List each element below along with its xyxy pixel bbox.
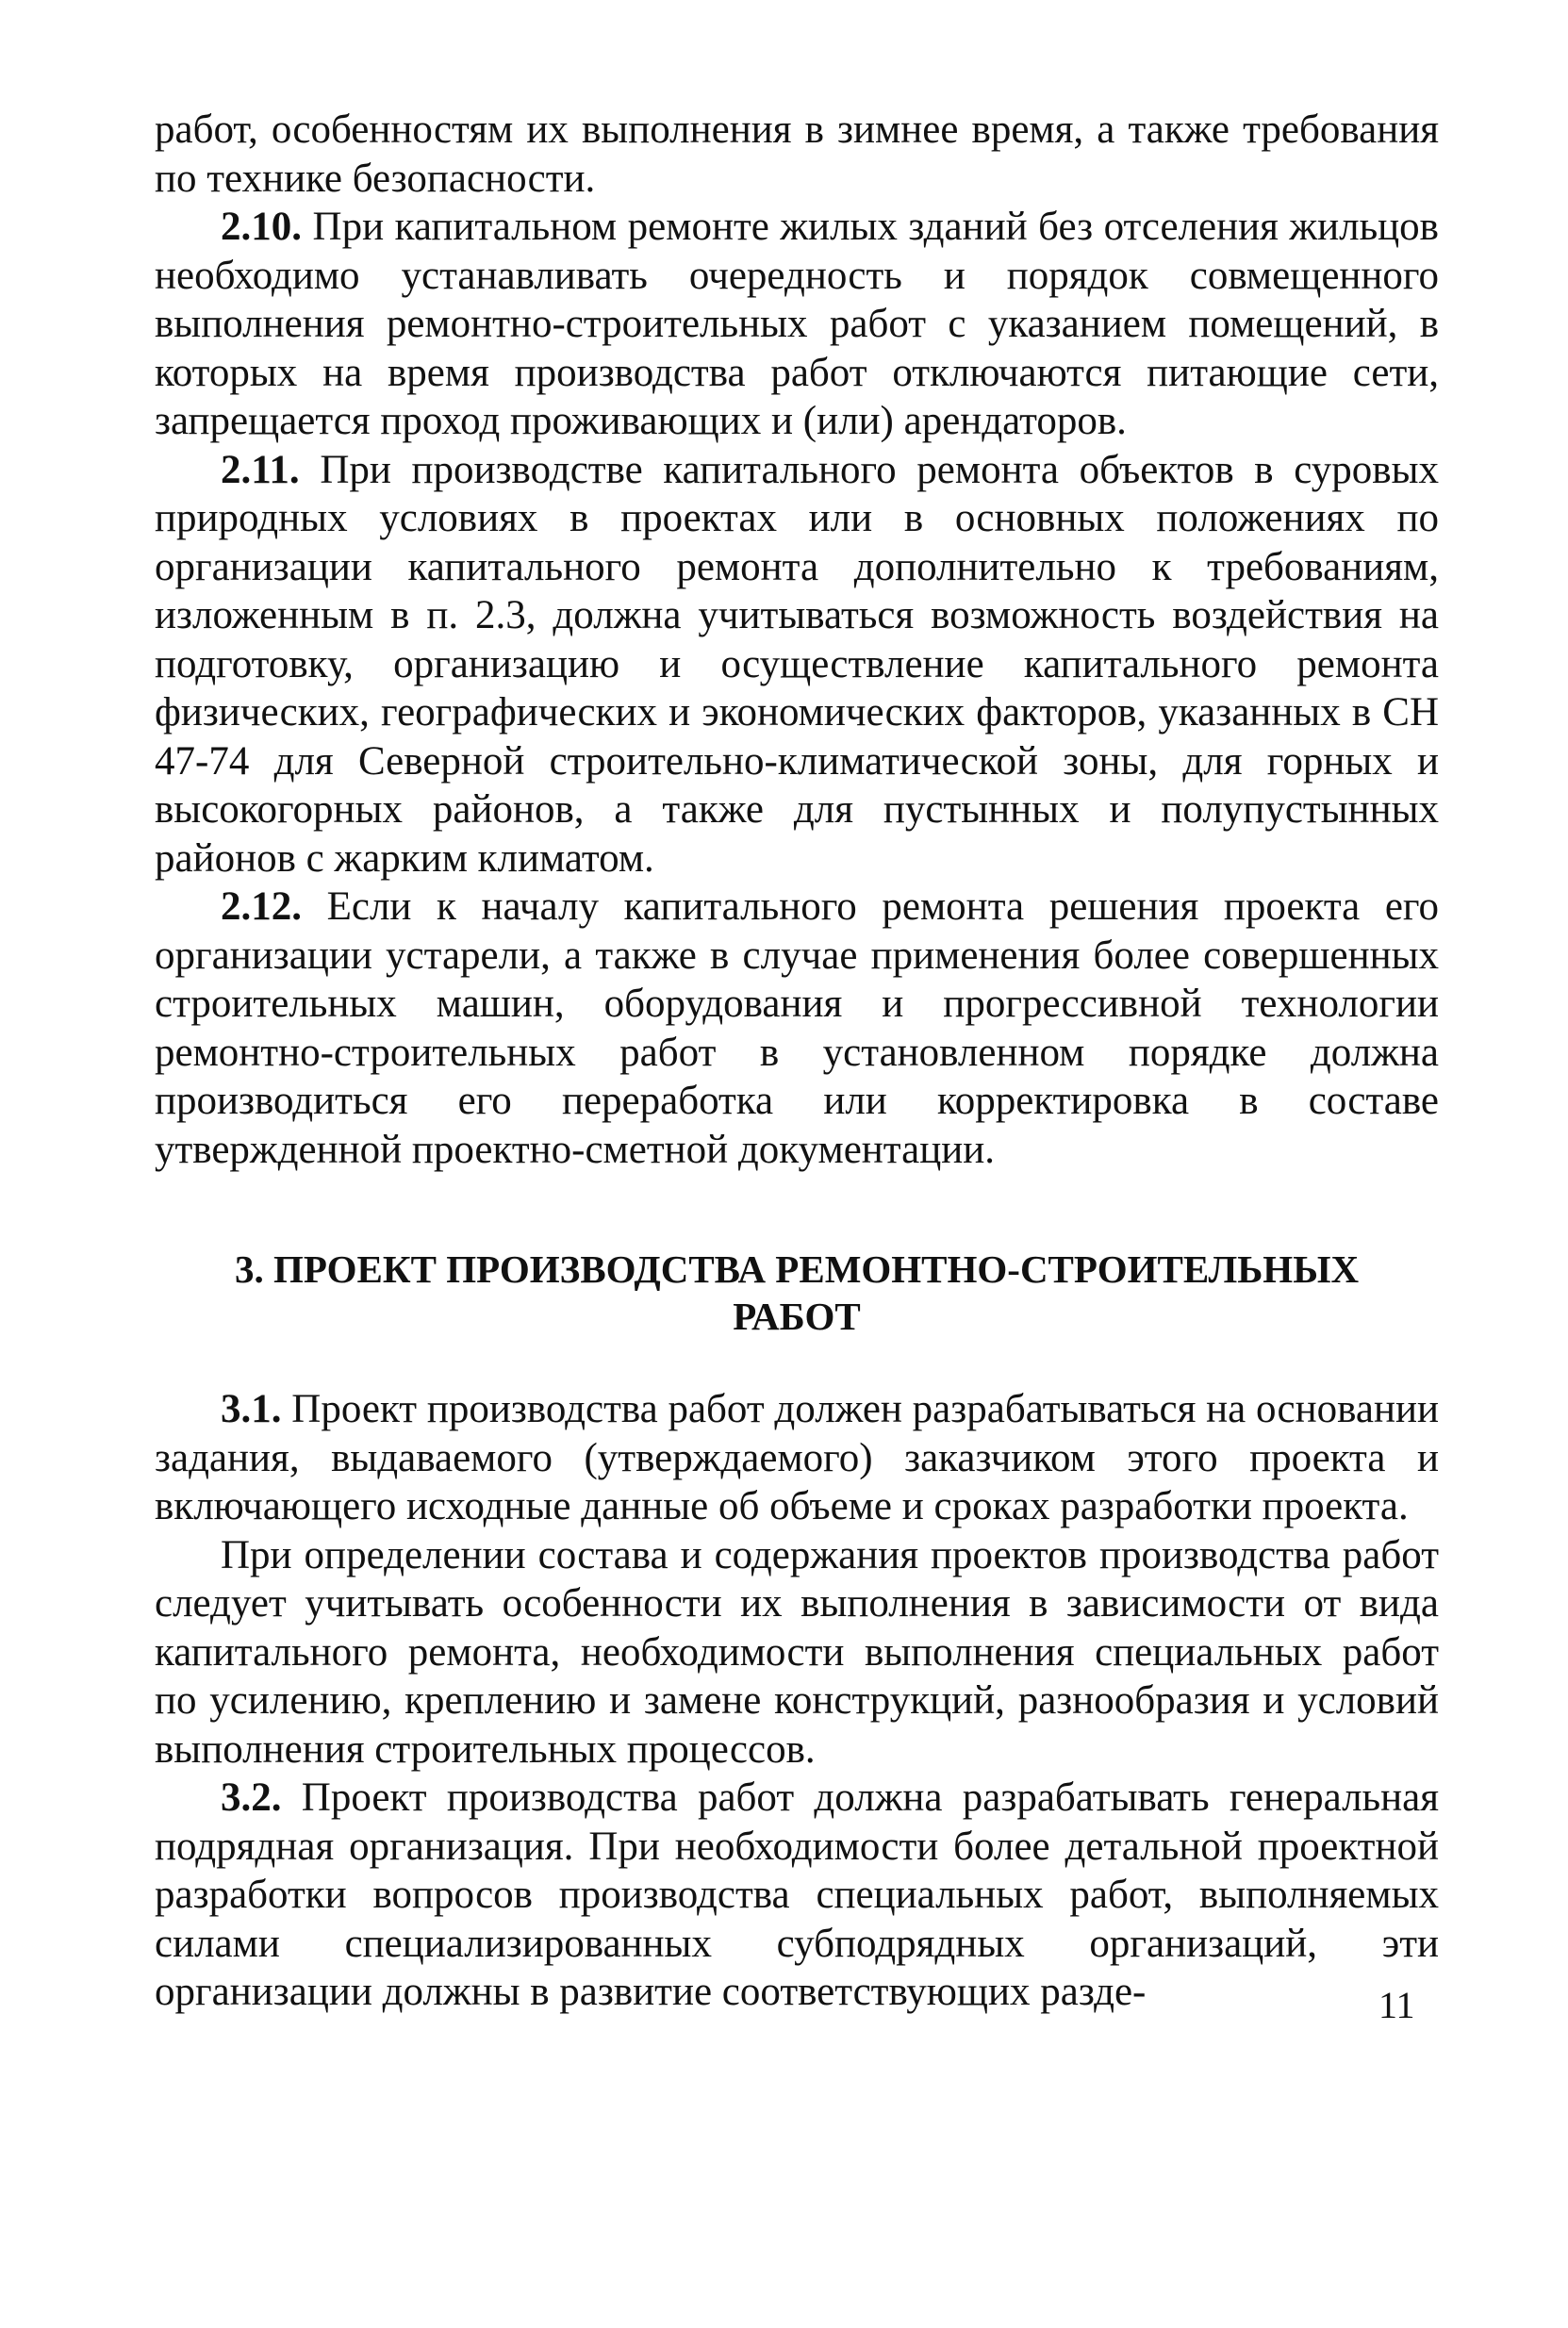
clause-2-12: [155, 883, 1439, 1174]
clause-3-1-continuation: [155, 1531, 1439, 1775]
clause-3-2: [155, 1774, 1439, 2017]
clause-text: При производстве капитального ремонта объектов в суровых природных условиях в проектах или в основных положениях по организации капитального ремонта дополнительно к требованиям, изложенным в п. 2.3, должна учитываться возможность воздействия на подготовку, организацию и осуществление капитального ремонта физических, географических и экономических факторов, указанных в СН 47-74 для Северной строительно-климатической зоны, для горных и высокогорных районов, а также для пустынных и полупустынных районов с жарким климатом.: [155, 447, 1439, 881]
clause-number: 3.2.: [221, 1775, 282, 1820]
clause-text: При определении состава и содержания проектов производства работ следует учитывать особенности их выполнения в зависимости от вида капитального ремонта, необходимости выполнения специальных работ по усилению, креплению и замене конструкций, разнообразия и условий выполнения строительных процессов.: [155, 1532, 1439, 1772]
clause-text: Проект производства работ должна разрабатывать генеральная подрядная организация. При необходимости более детальной проектной разработки вопросов производства специальных работ, выполняемых силами специализированных субподрядных организаций, эти организации должны в развитие соответствующих разде-: [155, 1775, 1440, 2014]
clause-2-11: [155, 446, 1439, 883]
clause-number: 3.1.: [221, 1387, 282, 1431]
clause-number: 2.10.: [221, 205, 302, 249]
document-page: [155, 106, 1439, 2017]
clause-text: Проект производства работ должен разрабатываться на основании задания, выдаваемого (утверждаемого) заказчиком этого проекта и включающего исходные данные об объеме и сроках разработки проекта.: [155, 1387, 1440, 1528]
clause-2-10: [155, 203, 1439, 446]
clause-number: 2.11.: [221, 447, 300, 492]
clause-number: 2.12.: [221, 884, 302, 929]
page-number: 11: [1378, 1984, 1415, 2026]
section-heading: 3. ПРОЕКТ ПРОИЗВОДСТВА РЕМОНТНО-СТРОИТЕЛЬНЫХ РАБОТ: [234, 1247, 1360, 1338]
continuation-paragraph: [155, 106, 1439, 203]
continuation-text: работ, особенностям их выполнения в зимнее время, а также требования по технике безопасности.: [155, 107, 1439, 201]
clause-text: При капитальном ремонте жилых зданий без отселения жильцов необходимо устанавливать очередность и порядок совмещенного выполнения ремонтно-строительных работ с указанием помещений, в которых на время производства работ отключаются питающие сети, запрещается проход проживающих и (или) арендаторов.: [155, 205, 1439, 443]
clause-3-1: [155, 1385, 1439, 1531]
clause-text: Если к началу капитального ремонта решения проекта его организации устарели, а также в случае применения более совершенных строительных машин, оборудования и прогрессивной технологии ремонтно-строительных работ в установленном порядке должна производиться его переработка или корректировка в составе утвержденной проектно-сметной документации.: [155, 884, 1439, 1172]
